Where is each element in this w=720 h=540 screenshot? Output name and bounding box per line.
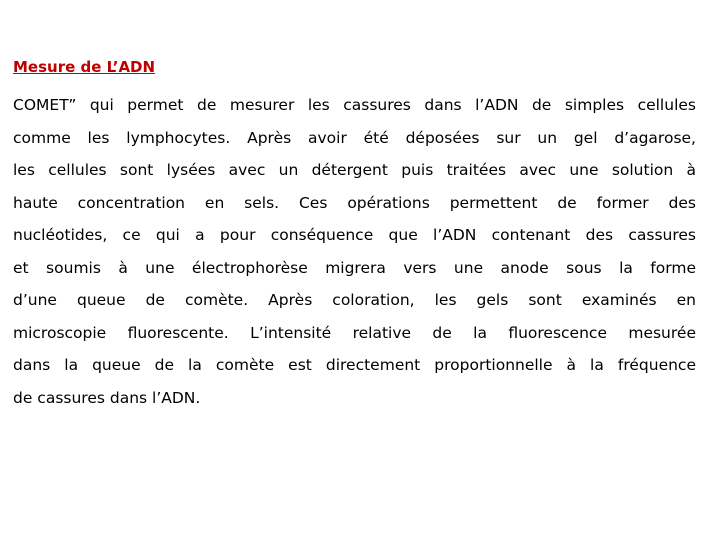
paragraph-line: microscopie fluorescente. L’intensité relative de la fluorescence mesurée — [13, 323, 696, 342]
paragraph-line: haute concentration en sels. Ces opérations permettent de former des — [13, 193, 696, 212]
paragraph-line: comme les lymphocytes. Après avoir été déposées sur un gel d’agarose, — [13, 128, 696, 147]
paragraph-line: et soumis à une électrophorèse migrera vers une anode sous la forme — [13, 258, 696, 277]
body-paragraph — [13, 94, 696, 419]
paragraph-line: d’une queue de comète. Après coloration, les gels sont examinés en — [13, 291, 696, 309]
paragraph-line: nucléotides, ce qui a pour conséquence que l’ADN contenant des cassures — [13, 226, 696, 244]
slide-title: Mesure de L’ADN — [13, 58, 156, 76]
paragraph-line: COMET” qui permet de mesurer les cassures dans l’ADN de simples cellules — [13, 96, 696, 114]
paragraph-line: dans la queue de la comète est directement proportionnelle à la fréquence — [13, 356, 696, 374]
paragraph-line: les cellules sont lysées avec un détergent puis traitées avec une solution à — [13, 161, 696, 179]
paragraph-line: de cassures dans l’ADN. — [13, 388, 201, 407]
